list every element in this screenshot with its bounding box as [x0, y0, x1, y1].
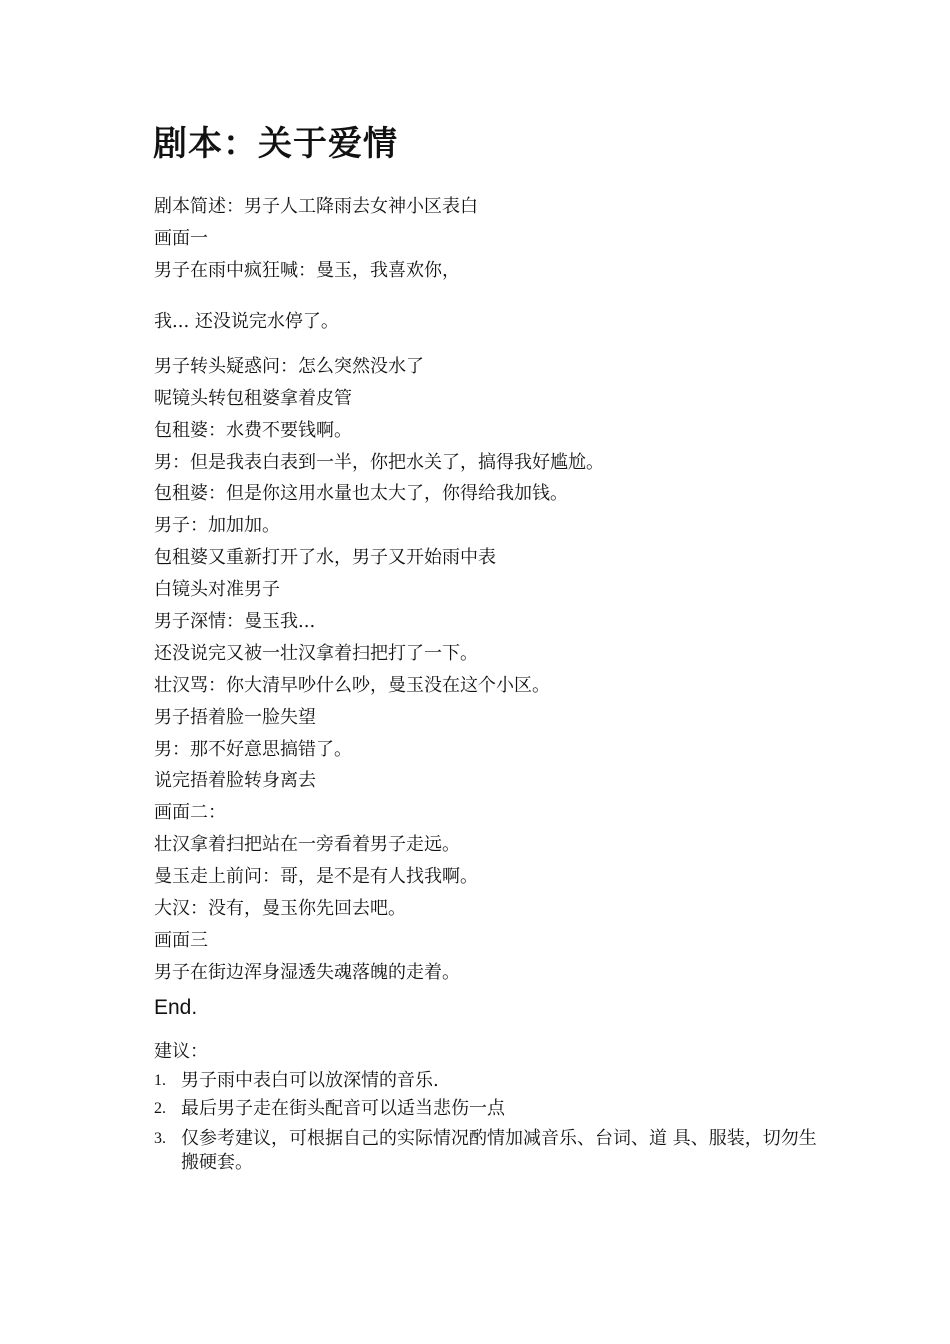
- script-line: 大汉：没有，曼玉你先回去吧。: [154, 898, 406, 919]
- script-line: 男：那不好意思搞错了。: [154, 739, 352, 760]
- scene-heading-2: 画面二：: [154, 802, 226, 823]
- script-line: 男子深情：曼玉我...: [154, 611, 316, 632]
- script-line: 男子在雨中疯狂喊：曼玉，我喜欢你，: [154, 260, 460, 281]
- script-line: 男子：加加加。: [154, 515, 280, 536]
- end-marker: End.: [154, 996, 198, 1019]
- script-line: 说完捂着脸转身离去: [154, 770, 316, 791]
- script-line: 白镜头对准男子: [154, 579, 280, 600]
- suggestion-number: 1.: [154, 1072, 166, 1089]
- script-line: 男子捂着脸一脸失望: [154, 707, 316, 728]
- script-line: 还没说完又被一壮汉拿着扫把打了一下。: [154, 643, 478, 664]
- suggestions-heading: 建议：: [154, 1041, 208, 1062]
- script-line: 壮汉拿着扫把站在一旁看着男子走远。: [154, 834, 460, 855]
- suggestion-text: 仅参考建议，可根据自己的实际情况酌情加减音乐、台词、道 具、服装，切勿生搬硬套。: [181, 1128, 817, 1173]
- suggestion-text: 最后男子走在街头配音可以适当悲伤一点: [181, 1098, 505, 1119]
- document-title: 剧本：关于爱情: [153, 124, 398, 164]
- scene-heading-1: 画面一: [154, 228, 208, 249]
- script-line: 男子在街边浑身湿透失魂落魄的走着。: [154, 962, 460, 983]
- script-line: 壮汉骂：你大清早吵什么吵，曼玉没在这个小区。: [154, 675, 550, 696]
- suggestion-text: 男子雨中表白可以放深情的音乐.: [181, 1070, 439, 1091]
- script-line: 呢镜头转包租婆拿着皮管: [154, 388, 352, 409]
- script-summary: 剧本简述：男子人工降雨去女神小区表白: [154, 196, 478, 217]
- script-line: 包租婆又重新打开了水，男子又开始雨中表: [154, 547, 496, 568]
- script-line: 男子转头疑惑问：怎么突然没水了: [154, 356, 424, 377]
- scene-heading-3: 画面三: [154, 930, 208, 951]
- script-line: 包租婆：水费不要钱啊。: [154, 420, 352, 441]
- suggestion-number: 3.: [154, 1130, 166, 1147]
- script-line: 我... 还没说完水停了。: [154, 311, 339, 332]
- suggestion-number: 2.: [154, 1100, 166, 1117]
- script-line: 男：但是我表白表到一半，你把水关了，搞得我好尴尬。: [154, 452, 604, 473]
- script-line: 曼玉走上前问：哥，是不是有人找我啊。: [154, 866, 478, 887]
- script-line: 包租婆：但是你这用水量也太大了，你得给我加钱。: [154, 483, 568, 504]
